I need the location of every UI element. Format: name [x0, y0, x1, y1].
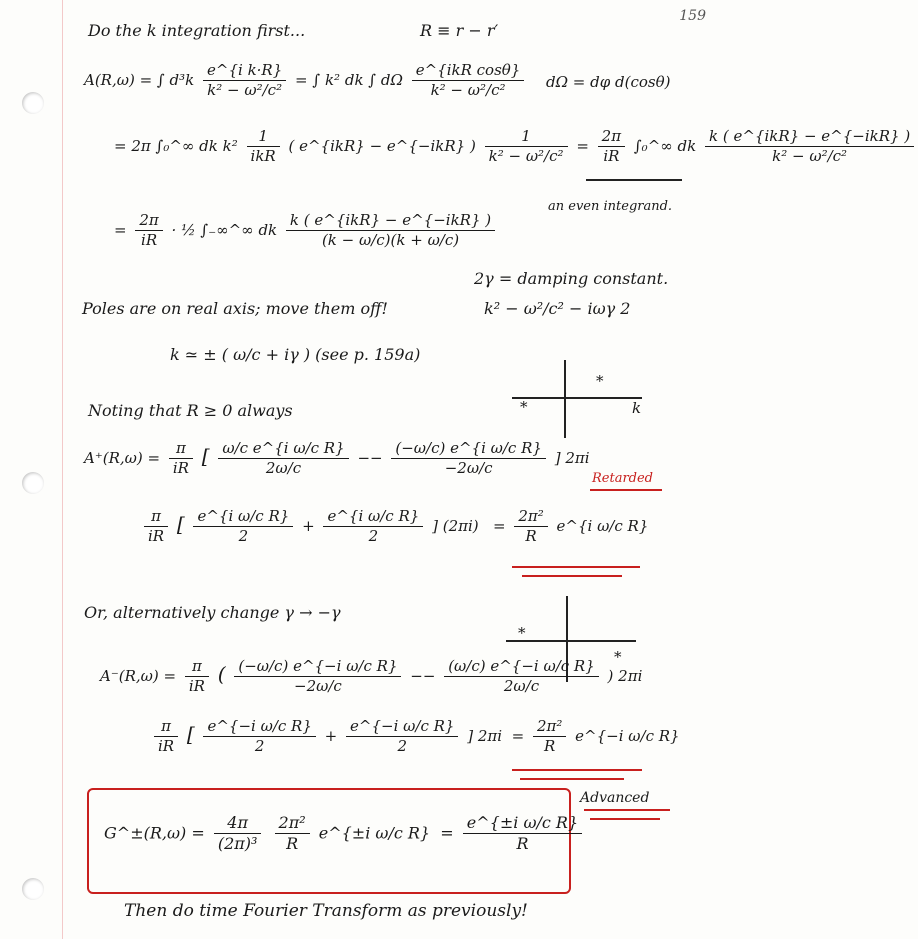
- k-axis-label: k: [632, 399, 642, 417]
- pole-lower: *: [520, 398, 528, 416]
- eq-line-4: = $\frac{2\pi}{iR}$ · ½ ∫₋∞^∞ dk $\frac{\text{k ( e\textasciicircum{}\{ikR\} − e\textasciicircum{}\{−ikR\} )}}{(k - \omega/c)(k + \omega/c)}$: [114, 212, 499, 250]
- advanced-underline-2: [590, 815, 660, 820]
- eq-line-3: = 2π ∫₀^∞ dk k² $\frac{1}{\text{ikR}}$ ( e^{ikR} − e^{−ikR} ) $\frac{1}{\text{k² − ω²/c²}}$ = $\frac{2\pi}{iR}$ ∫₀^∞ dk $\frac{\text{k ( e\textasciicircum{}\{ikR\} − e\textasciicircum{}\{−ikR\} )}}{\text{k² − ω²/c²}}$: [114, 128, 918, 166]
- noting-line: Noting that R ≥ 0 always: [88, 401, 293, 420]
- pole-upper: *: [596, 372, 604, 390]
- k-approx: k ≃ ± ( ω/c + iγ ) (see p. 159a): [170, 345, 421, 364]
- poles-text: Poles are on real axis; move them off!: [82, 299, 388, 318]
- advanced-underline: [584, 806, 670, 811]
- advanced-label: Advanced: [580, 790, 650, 806]
- retarded-underline: [590, 486, 662, 491]
- R-definition: R ≡ r − r′: [420, 21, 499, 40]
- even-integrand-note: an even integrand.: [548, 199, 673, 214]
- retarded-label: Retarded: [592, 471, 654, 486]
- binder-hole-middle: [22, 472, 44, 494]
- aminus-result-underline: [512, 766, 642, 771]
- fraction: $\frac{\text{e\textasciicircum{}\{i k·R\}}}{\text{k² − ω²/c²}}$: [203, 62, 286, 100]
- pole-lower-2: *: [614, 648, 622, 666]
- alternative-line: Or, alternatively change γ → −γ: [84, 603, 341, 622]
- intro-line: Do the k integration first...: [88, 21, 306, 40]
- eq-A-lhs: A(R,ω) = ∫ d³k $\frac{\text{e\textasciicircum{}\{i k·R\}}}{\text{k² − ω²/c²}}$ = ∫ k² dk ∫ dΩ $\frac{\text{e\textasciicircum{}\{ikR cosθ\}}}{\text{k² − ω²/c²}}$: [84, 62, 528, 100]
- eq-Aplus-2: $\frac{\pi}{iR}$ [ $\frac{\text{e\textasciicircum{}\{i ω/c R\}}}{2}$ + $\frac{\text{e\textasciicircum{}\{i ω/c R\}}}{2}$ ] (2πi) = $\frac{\text{2π²}}{R}$ e^{i ω/c R}: [140, 508, 648, 546]
- poles-denominator: k² − ω²/c² − iωγ 2: [484, 299, 631, 318]
- page-number: 159: [679, 8, 706, 24]
- aminus-result-underline-2: [520, 775, 624, 780]
- eq-Aminus-2: $\frac{\pi}{iR}$ [ $\frac{\text{e\textasciicircum{}\{−i ω/c R\}}}{2}$ + $\frac{\text{e\textasciicircum{}\{−i ω/c R\}}}{2}$ ] 2πi = $\frac{\text{2π²}}{R}$ e^{−i ω/c R}: [150, 718, 680, 756]
- eq-Aminus: A⁻(R,ω) = $\frac{\pi}{iR}$ ( $\frac{\text{(−ω/c) e\textasciicircum{}\{−i ω/c R\}}}{-2\omega/c}$ −− $\frac{\text{(ω/c) e\textasciicircum{}\{−i ω/c R\}}}{2\omega/c}$ ) 2πi: [100, 657, 643, 696]
- margin-line: [62, 0, 63, 939]
- fraction: $\frac{\text{e\textasciicircum{}\{ikR cosθ\}}}{\text{k² − ω²/c²}}$: [412, 62, 525, 100]
- damping-note: 2γ = damping constant.: [474, 269, 669, 288]
- eq-Aplus: A⁺(R,ω) = $\frac{\pi}{iR}$ [ $\frac{\text{ω/c e\textasciicircum{}\{i ω/c R\}}}{2\omega/c}$ −− $\frac{\text{(−ω/c) e\textasciicircum{}\{i ω/c R\}}}{-2\omega/c}$ ] 2πi: [84, 439, 590, 478]
- binder-hole-bottom: [22, 878, 44, 900]
- aplus-result-underline-2: [522, 572, 622, 577]
- domega-definition: dΩ = dφ d(cosθ): [546, 73, 671, 91]
- even-underline: [586, 176, 682, 181]
- pole-upper-2: *: [518, 624, 526, 642]
- final-line: Then do time Fourier Transform as previously!: [124, 901, 528, 921]
- aplus-result-underline: [512, 563, 640, 568]
- eq-G: G^±(R,ω) = $\frac{4\pi}{\text{(2π)³}}$ $\frac{\text{2π²}}{R}$ e^{±i ω/c R} = $\frac{\text{e\textasciicircum{}\{±i ω/c R\}}}{R}$: [104, 814, 586, 854]
- binder-hole-top: [22, 92, 44, 114]
- imag-axis: [564, 360, 566, 438]
- real-axis: [512, 397, 642, 399]
